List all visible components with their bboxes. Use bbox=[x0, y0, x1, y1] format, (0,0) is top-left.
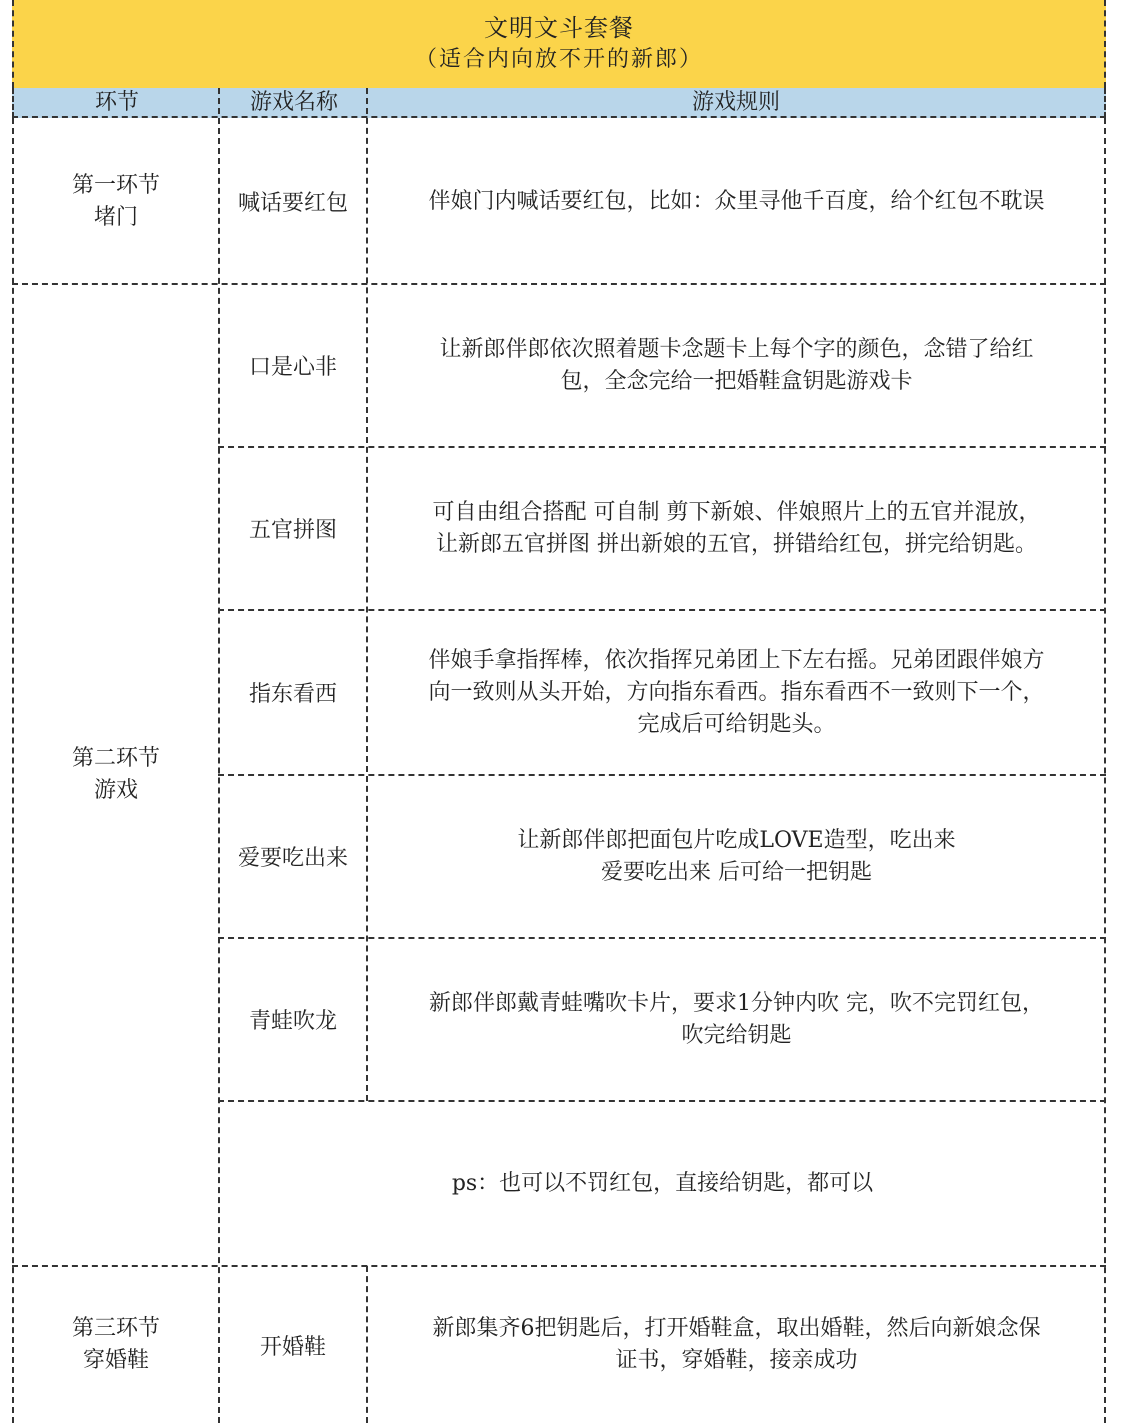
row-divider bbox=[218, 937, 1106, 939]
row-divider bbox=[12, 1265, 1106, 1267]
game-name-cell: 青蛙吹龙 bbox=[248, 1009, 337, 1034]
row-divider bbox=[12, 283, 1106, 285]
rule-line: 可自由组合搭配 可自制 剪下新娘、伴娘照片上的五官并混放， bbox=[432, 499, 1041, 525]
game-rule-cell bbox=[368, 939, 1105, 1100]
rule-line: 新郎集齐6把钥匙后，打开婚鞋盒，取出婚鞋，然后向新娘念保 bbox=[432, 1316, 1041, 1341]
game-rule-cell bbox=[368, 1267, 1105, 1423]
header-game-name: 游戏名称 bbox=[249, 90, 338, 115]
row-divider bbox=[218, 774, 1106, 776]
rule-line: 包，全念完给一把婚鞋盒钥匙游戏卡 bbox=[560, 368, 913, 394]
stage-cell-2 bbox=[14, 285, 218, 1265]
column-divider bbox=[366, 1266, 368, 1423]
stage-cell-1 bbox=[14, 120, 218, 283]
rule-line: 让新郎伴郎把面包片吃成LOVE造型，吃出来 bbox=[517, 827, 956, 853]
table-title: 文明文斗套餐 bbox=[484, 14, 634, 42]
column-divider bbox=[366, 88, 368, 1101]
stage-3-subtitle: 穿婚鞋 bbox=[82, 1348, 149, 1373]
game-rule-cell bbox=[368, 611, 1105, 774]
table-border-left bbox=[12, 118, 14, 1423]
rule-line: 向一致则从头开始，方向指东看西。指东看西不一致则下一个， bbox=[428, 679, 1045, 705]
game-name-cell: 喊话要红包 bbox=[237, 191, 348, 216]
rule-line: 新郎伴郎戴青蛙嘴吹卡片，要求1分钟内吹 完，吹不完罚红包， bbox=[429, 990, 1044, 1016]
note-text: ps：也可以不罚红包，直接给钥匙，都可以 bbox=[451, 1170, 874, 1196]
stage-2-subtitle: 游戏 bbox=[93, 778, 138, 803]
rule-line: 爱要吃出来 后可给一把钥匙 bbox=[601, 859, 872, 885]
rule-line: 吹完给钥匙 bbox=[681, 1022, 792, 1048]
rule-line: 伴娘手拿指挥棒，依次指挥兄弟团上下左右摇。兄弟团跟伴娘方 bbox=[428, 647, 1045, 673]
stage-cell-3 bbox=[14, 1267, 218, 1423]
stage-3-name: 第三环节 bbox=[71, 1316, 160, 1341]
game-name-cell: 开婚鞋 bbox=[259, 1334, 326, 1360]
game-rule-cell bbox=[368, 448, 1105, 609]
game-rule-cell bbox=[368, 120, 1105, 283]
header-game-rules: 游戏规则 bbox=[691, 90, 780, 115]
column-divider bbox=[218, 88, 220, 1423]
table-subtitle: （适合内向放不开的新郎） bbox=[414, 47, 703, 72]
rule-line: 证书，穿婚鞋，接亲成功 bbox=[615, 1348, 858, 1373]
stage-1-name: 第一环节 bbox=[71, 172, 160, 198]
game-name-cell: 爱要吃出来 bbox=[237, 846, 348, 871]
rule-line: 伴娘门内喊话要红包，比如：众里寻他千百度，给个红包不耽误 bbox=[428, 188, 1045, 214]
stage-2-name: 第二环节 bbox=[71, 746, 160, 771]
rule-line: 完成后可给钥匙头。 bbox=[637, 711, 836, 737]
note-cell bbox=[220, 1102, 1105, 1265]
rule-line: 让新郎五官拼图 拼出新娘的五官，拼错给红包，拼完给钥匙。 bbox=[436, 531, 1037, 557]
game-rule-cell bbox=[368, 776, 1105, 937]
table-border-right bbox=[1104, 118, 1106, 1423]
table-title-banner bbox=[12, 0, 1106, 88]
rule-line: 让新郎伴郎依次照着题卡念题卡上每个字的颜色，念错了给红 bbox=[439, 336, 1034, 362]
game-rule-cell bbox=[368, 285, 1105, 446]
table-header-row bbox=[12, 88, 1106, 118]
stage-1-subtitle: 堵门 bbox=[93, 204, 138, 230]
row-divider bbox=[218, 609, 1106, 611]
game-name-cell: 口是心非 bbox=[248, 355, 337, 380]
header-stage: 环节 bbox=[94, 90, 139, 115]
row-divider bbox=[218, 1100, 1106, 1102]
game-name-cell: 五官拼图 bbox=[248, 518, 337, 543]
row-divider bbox=[218, 446, 1106, 448]
game-name-cell: 指东看西 bbox=[248, 682, 337, 707]
